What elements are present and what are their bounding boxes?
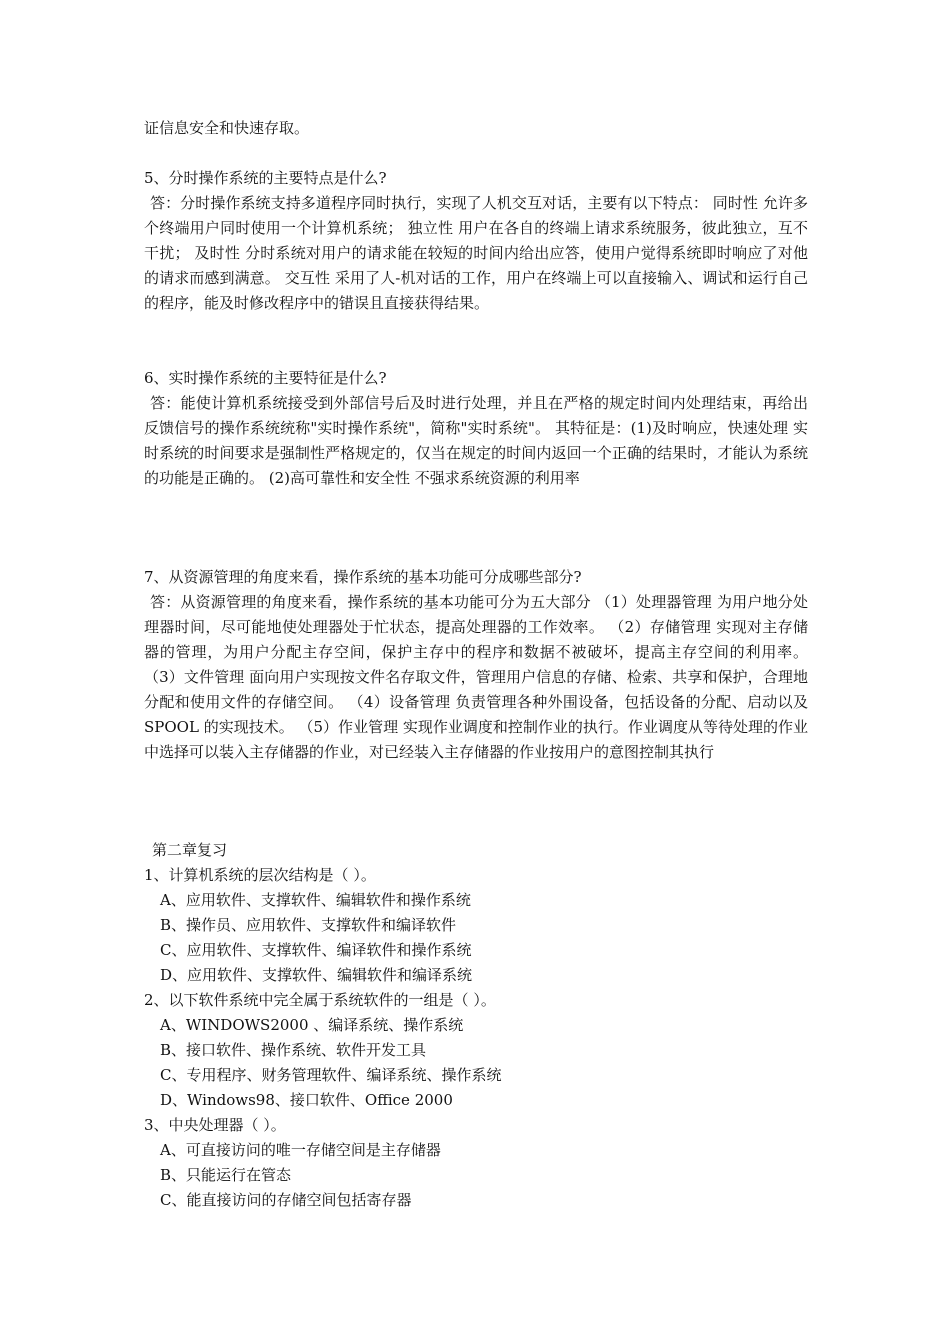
question-6-title: 6、实时操作系统的主要特征是什么? [144, 369, 387, 387]
question-5-title: 5、分时操作系统的主要特点是什么? [144, 169, 387, 187]
quiz-q3-option-b: B、只能运行在管态 [160, 1166, 292, 1184]
continuation-text: 证信息安全和快速存取。 [144, 119, 310, 137]
quiz-q1-option-d: D、应用软件、支撑软件、编辑软件和编译系统 [160, 966, 473, 984]
question-7-block [144, 565, 808, 765]
question-6-answer: 答：能使计算机系统接受到外部信号后及时进行处理，并且在严格的规定时间内处理结束，再给出反馈信号的操作系统统称"实时操作系统"，简称"实时系统"。 其特征是：(1)及时响应，快速处理 实时系统的时间要求是强制性严格规定的，仅当在规定的时间内返回一个正确的结果时，才能认为系统的功能是正确的。 (2)高可靠性和安全性 不强求系统资源的利用率 [144, 394, 808, 487]
quiz-q3-option-c: C、能直接访问的存储空间包括寄存器 [160, 1191, 412, 1209]
quiz-q2-option-b: B、接口软件、操作系统、软件开发工具 [160, 1041, 427, 1059]
quiz-q1-option-b: B、操作员、应用软件、支撑软件和编译软件 [160, 916, 457, 934]
question-7-title: 7、从资源管理的角度来看，操作系统的基本功能可分成哪些部分? [144, 568, 582, 586]
quiz-q1-option-a: A、应用软件、支撑软件、编辑软件和操作系统 [160, 891, 471, 909]
chapter-2-section [144, 838, 808, 1213]
question-5-block [144, 166, 808, 316]
quiz-q2-option-d: D、Windows98、接口软件、Office 2000 [160, 1091, 453, 1109]
quiz-question-2: 2、以下软件系统中完全属于系统软件的一组是（ ）。 [144, 991, 496, 1009]
continuation-paragraph [144, 116, 808, 141]
chapter-title: 第二章复习 [152, 841, 228, 859]
question-7-answer: 答：从资源管理的角度来看，操作系统的基本功能可分为五大部分 （1）处理器管理 为用户地分处理器时间，尽可能地使处理器处于忙状态，提高处理器的工作效率。 （2）存储管理 实现对主存储器的管理，为用户分配主存空间，保护主存中的程序和数据不被破坏，提高主存空间的利用率。 （3）文件管理 面向用户实现按文件名存取文件，管理用户信息的存储、检索、共享和保护，合理地分配和使用文件的存储空间。 （4）设备管理 负责管理各种外围设备，包括设备的分配、启动以及 SPOOL 的实现技术。 （5）作业管理 实现作业调度和控制作业的执行。作业调度从等待处理的作业中选择可以装入主存储器的作业，对已经装入主存储器的作业按用户的意图控制其执行 [144, 593, 808, 761]
quiz-question-3: 3、中央处理器（ ）。 [144, 1116, 286, 1134]
quiz-q2-option-a: A、WINDOWS2000 、编译系统、操作系统 [160, 1016, 464, 1034]
question-5-answer: 答：分时操作系统支持多道程序同时执行，实现了人机交互对话，主要有以下特点： 同时性 允许多个终端用户同时使用一个计算机系统； 独立性 用户在各自的终端上请求系统服务，彼此独立，互不干扰； 及时性 分时系统对用户的请求能在较短的时间内给出应答，使用户觉得系统即时响应了对他的请求而感到满意。 交互性 采用了人-机对话的工作，用户在终端上可以直接输入、调试和运行自己的程序，能及时修改程序中的错误且直接获得结果。 [144, 194, 808, 312]
quiz-q1-option-c: C、应用软件、支撑软件、编译软件和操作系统 [160, 941, 472, 959]
quiz-q2-option-c: C、专用程序、财务管理软件、编译系统、操作系统 [160, 1066, 502, 1084]
question-6-block [144, 366, 808, 491]
quiz-question-1: 1、计算机系统的层次结构是（ ）。 [144, 866, 376, 884]
quiz-q3-option-a: A、可直接访问的唯一存储空间是主存储器 [160, 1141, 441, 1159]
